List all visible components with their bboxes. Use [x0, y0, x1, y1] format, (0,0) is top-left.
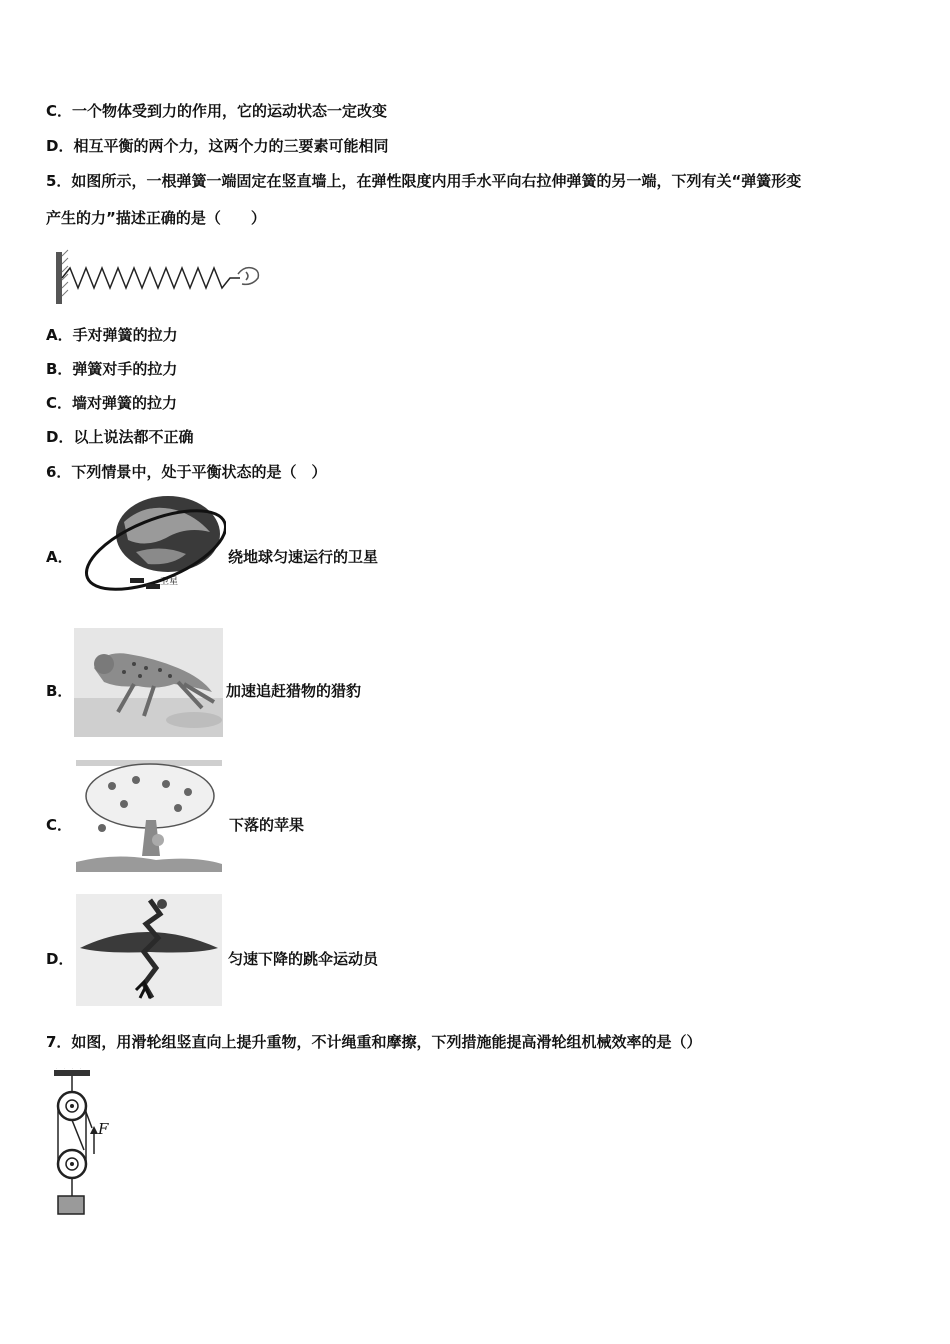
satellite-earth-image [76, 492, 226, 604]
pulley-system-figure [48, 1068, 118, 1218]
apple-tree-image [76, 760, 222, 872]
spring-coil [62, 268, 240, 288]
cheetah-head [94, 654, 114, 674]
rope [58, 1106, 92, 1164]
q6-option-d-letter: D． [46, 950, 74, 968]
dust [166, 712, 222, 728]
satellite-icon [130, 578, 144, 583]
wall [56, 252, 62, 304]
q6-option-a-text: 绕地球匀速运行的卫星 [228, 548, 379, 566]
wall-hatching [62, 250, 68, 296]
tree-canopy [86, 764, 214, 828]
q6-option-b-text: 加速追赶猎物的猎豹 [226, 682, 362, 700]
q6-option-a-letter: A． [46, 548, 73, 566]
q7-stem: 7．如图，用滑轮组竖直向上提升重物，不计绳重和摩擦，下列措施能提高滑轮组机械效率的是（） [46, 1033, 702, 1051]
q4-option-c: C．一个物体受到力的作用，它的运动状态一定改变 [46, 102, 388, 120]
parachutist-image [76, 894, 222, 1006]
weight-block [58, 1196, 84, 1214]
q4-option-d: D．相互平衡的两个力，这两个力的三要素可能相同 [46, 137, 389, 155]
q5-option-b: B．弹簧对手的拉力 [46, 360, 178, 378]
q5-option-a: A．手对弹簧的拉力 [46, 326, 178, 344]
q6-option-c-letter: C． [46, 816, 73, 834]
person-icon [152, 834, 164, 846]
spring-figure [52, 246, 264, 308]
satellite-label: 卫星 [160, 577, 179, 587]
force-label: F [98, 1120, 109, 1138]
q5-option-c: C．墙对弹簧的拉力 [46, 394, 178, 412]
q5-option-d: D．以上说法都不正确 [46, 428, 194, 446]
q6-stem: 6．下列情景中，处于平衡状态的是（ ） [46, 463, 327, 481]
q5-stem-line1: 5．如图所示，一根弹簧一端固定在竖直墙上，在弹性限度内用手水平向右拉伸弹簧的另一端，下列有关“弹簧形变 [46, 172, 802, 190]
q6-option-b-letter: B． [46, 682, 73, 700]
cheetah-image [74, 628, 223, 737]
q6-option-d-text: 匀速下降的跳伞运动员 [228, 950, 379, 968]
ceiling-mount [54, 1070, 90, 1076]
q6-option-c-text: 下落的苹果 [229, 816, 305, 834]
hand-icon [238, 268, 258, 285]
q5-stem-line2: 产生的力”描述正确的是（ ） [46, 209, 266, 227]
